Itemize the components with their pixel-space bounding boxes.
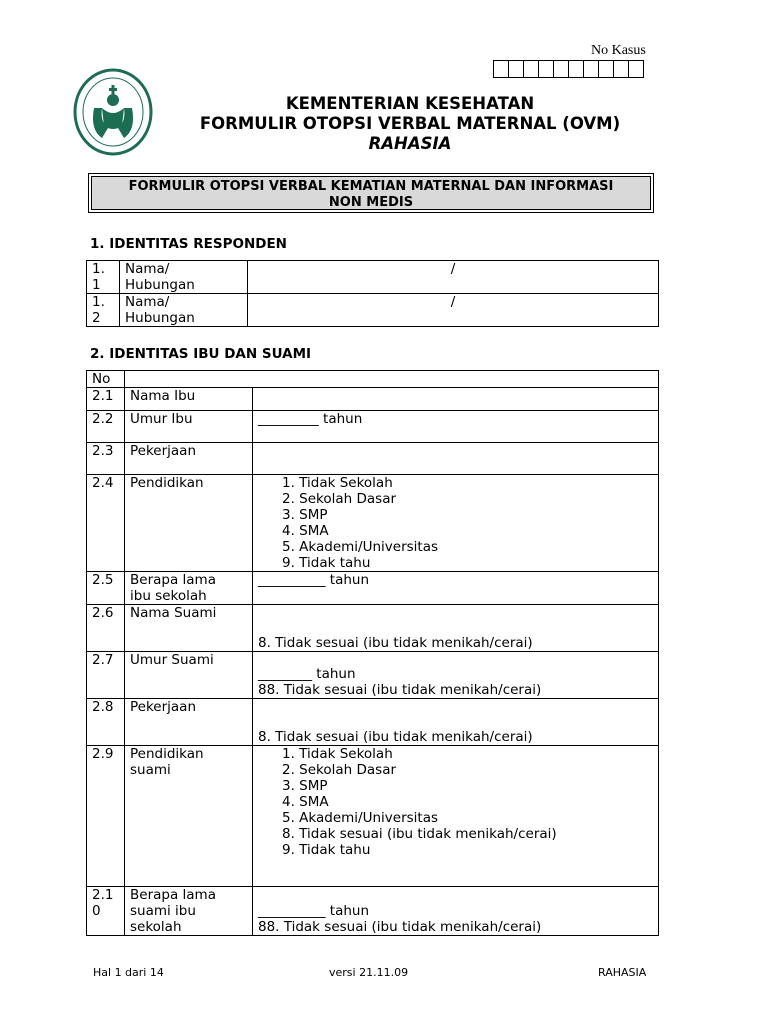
option: 4. SMA: [282, 794, 329, 810]
table-row: 2.9 Pendidikan suami 1. Tidak Sekolah 2. Sekolah Dasar 3. SMP 4. SMA 5. Akademi/Universitas 8. Tidak sesuai (ibu tidak menikah/cerai) 9. Tidak tahu: [87, 746, 659, 887]
mother-husband-table: [86, 370, 659, 936]
option: 2. Sekolah Dasar: [282, 491, 397, 507]
table-row: 2.7 Umur Suami ________ tahun 88. Tidak sesuai (ibu tidak menikah/cerai): [87, 652, 659, 699]
respondent-2-field[interactable]: /: [248, 294, 659, 327]
nama-ibu-field[interactable]: [253, 388, 659, 411]
section-2-title: 2. IDENTITAS IBU DAN SUAMI: [90, 346, 312, 362]
respondent-1-field[interactable]: /: [248, 261, 659, 294]
no-kasus-label: No Kasus: [591, 43, 646, 58]
section-1-title: 1. IDENTITAS RESPONDEN: [90, 236, 287, 252]
table-row: 2.1 0 Berapa lama suami ibu sekolah __________ tahun 88. Tidak sesuai (ibu tidak menikah/cerai): [87, 887, 659, 936]
row-label: Nama/ Hubungan: [120, 261, 248, 294]
table-row: 2.6 Nama Suami 8. Tidak sesuai (ibu tidak menikah/cerai): [87, 605, 659, 652]
form-banner: [88, 173, 654, 213]
pendidikan-suami-options[interactable]: [253, 746, 659, 887]
form-title: FORMULIR OTOPSI VERBAL MATERNAL (OVM): [199, 114, 621, 133]
row-number: 1. 2: [87, 294, 120, 327]
option: 5. Akademi/Universitas: [282, 810, 439, 826]
row-number: 1. 1: [87, 261, 120, 294]
table-row: 2.1 Nama Ibu: [87, 388, 659, 411]
pendidikan-ibu-options[interactable]: [253, 475, 659, 572]
table-row: 2.2 Umur Ibu _________ tahun: [87, 411, 659, 443]
banner-line-1: FORMULIR OTOPSI VERBAL KEMATIAN MATERNAL DAN INFORMASI: [128, 179, 614, 194]
row-label: Nama/ Hubungan: [120, 294, 248, 327]
table-row: 2.5 Berapa lama ibu sekolah __________ tahun: [87, 572, 659, 605]
version-label: versi 21.11.09: [329, 966, 409, 979]
option: 1. Tidak Sekolah: [282, 475, 393, 491]
option: 9. Tidak tahu: [282, 842, 371, 858]
confidential-label: RAHASIA: [368, 134, 452, 153]
page-number: Hal 1 dari 14: [93, 966, 164, 979]
table-header-row: [87, 371, 659, 388]
lama-sekolah-ibu-field[interactable]: __________ tahun: [253, 572, 659, 605]
option: 1. Tidak Sekolah: [282, 746, 393, 762]
option: 9. Tidak tahu: [282, 555, 371, 571]
umur-ibu-field[interactable]: _________ tahun: [253, 411, 659, 443]
table-row: 2.3 Pekerjaan: [87, 443, 659, 475]
pekerjaan-ibu-field[interactable]: [253, 443, 659, 475]
banner-line-2: NON MEDIS: [328, 195, 414, 210]
umur-suami-field[interactable]: ________ tahun 88. Tidak sesuai (ibu tidak menikah/cerai): [253, 652, 659, 699]
respondent-table: [86, 260, 659, 327]
option: 3. SMP: [282, 778, 328, 794]
table-row: [87, 294, 659, 327]
header-no: No: [87, 371, 125, 388]
pekerjaan-suami-field[interactable]: 8. Tidak sesuai (ibu tidak menikah/cerai): [253, 699, 659, 746]
option: 5. Akademi/Universitas: [282, 539, 439, 555]
table-row: [87, 261, 659, 294]
option: 4. SMA: [282, 523, 329, 539]
option: 8. Tidak sesuai (ibu tidak menikah/cerai): [282, 826, 557, 842]
nama-suami-field[interactable]: 8. Tidak sesuai (ibu tidak menikah/cerai): [253, 605, 659, 652]
lama-sekolah-suami-field[interactable]: __________ tahun 88. Tidak sesuai (ibu tidak menikah/cerai): [253, 887, 659, 936]
option: 3. SMP: [282, 507, 328, 523]
ministry-title: KEMENTERIAN KESEHATAN: [285, 94, 535, 113]
table-row: 2.8 Pekerjaan 8. Tidak sesuai (ibu tidak menikah/cerai): [87, 699, 659, 746]
footer-confidential: RAHASIA: [598, 966, 647, 979]
option: 2. Sekolah Dasar: [282, 762, 397, 778]
no-kasus-input-boxes[interactable]: [493, 60, 644, 78]
table-row: 2.4 Pendidikan 1. Tidak Sekolah 2. Sekolah Dasar 3. SMP 4. SMA 5. Akademi/Universitas 9. Tidak tahu: [87, 475, 659, 572]
